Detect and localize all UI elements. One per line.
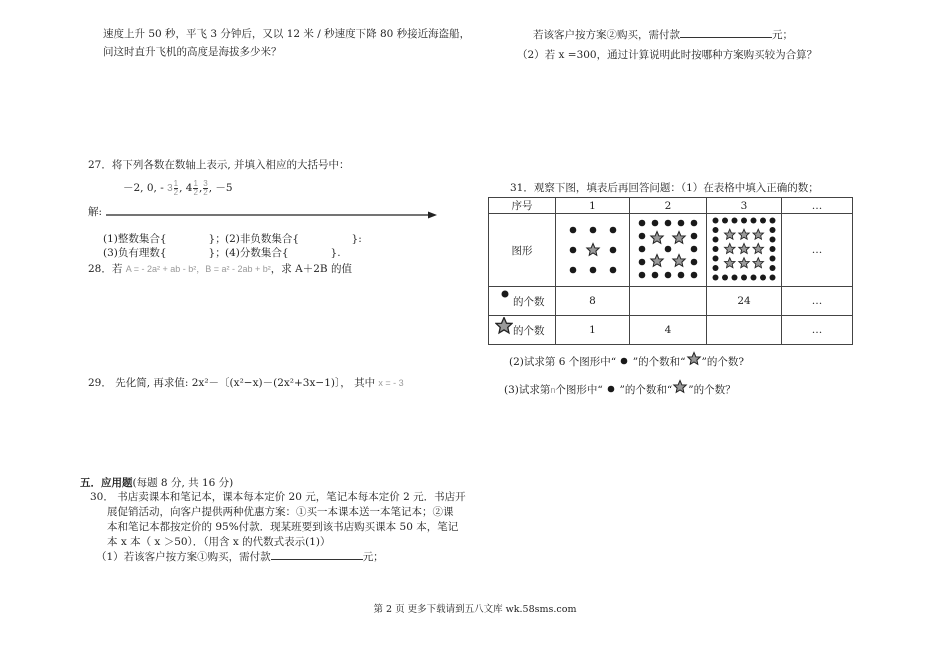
q31-figure-2 (630, 214, 707, 287)
q31-col-3: 3 (707, 198, 782, 214)
dot (751, 217, 757, 223)
figure-3 (711, 216, 777, 282)
q31-stars-ellipsis: … (782, 316, 853, 345)
q31-header-label: 序号 (489, 198, 556, 214)
dot (665, 271, 672, 278)
q31-part2-c: ”的个数? (701, 356, 745, 368)
q27-n2-frac (174, 180, 178, 197)
star-icon (651, 254, 663, 266)
q30-part1b-suffix: 元； (772, 29, 793, 41)
q31-part3-d: ”的个数？ (688, 384, 736, 396)
star-icon (673, 254, 685, 266)
dot (639, 232, 646, 239)
q31-header-row (489, 198, 853, 214)
star-icon (586, 243, 598, 255)
dot (569, 266, 576, 273)
q31-part2-a: (2)试求第 6 个图形中“ (509, 356, 617, 368)
dot (569, 246, 576, 253)
dot (665, 245, 672, 252)
q30-part1-suffix: 元； (362, 551, 384, 563)
dot (691, 271, 698, 278)
dot (760, 274, 766, 280)
dot (589, 266, 596, 273)
dot (770, 246, 776, 252)
q30-part2: （2）若 x =300，通过计算说明此时按哪种方案购买较为合算？ (517, 49, 818, 61)
q31-figure-1 (556, 214, 630, 287)
dot (609, 226, 616, 233)
q27-jie: 解: (88, 206, 103, 218)
dot (751, 274, 757, 280)
star-icon (753, 229, 764, 239)
q31-col-1: 1 (556, 198, 630, 214)
dot (732, 217, 738, 223)
star-icon (724, 243, 735, 253)
star-icon (686, 351, 702, 367)
dot (760, 217, 766, 223)
dot (770, 236, 776, 242)
q31-part3-b: 个图形中“ (555, 384, 603, 396)
dot (691, 258, 698, 265)
q31-stars-row (489, 316, 853, 345)
q27-set-nonneg: (2)非负数集合{ }: (225, 233, 362, 245)
q31-table (488, 197, 853, 345)
dot (741, 274, 747, 280)
dot (770, 274, 776, 280)
q31-stars-3[interactable] (707, 316, 782, 345)
star-icon (739, 243, 750, 253)
star-icon (672, 379, 688, 395)
dot (639, 258, 646, 265)
q31-part2-b: ”的个数和“ (632, 356, 686, 368)
q31-col-2: 2 (630, 198, 707, 214)
q27-n4-frac (203, 180, 207, 197)
dot (713, 255, 719, 261)
q27-sep2: , (198, 182, 203, 194)
dot (722, 274, 728, 280)
q27-n3-den: 2 (193, 187, 198, 197)
dot (678, 271, 685, 278)
q26-line2: 问这时直升飞机的高度是海拔多少米？ (103, 46, 282, 58)
dot (732, 274, 738, 280)
dot (713, 227, 719, 233)
q31-part3 (504, 379, 736, 399)
dot-icon (619, 356, 629, 366)
dot (770, 227, 776, 233)
dot (652, 219, 659, 226)
dot (609, 246, 616, 253)
q30-line4: 本 x 本（ x ＞50）．（用含 x 的代数式表示(1)） (107, 536, 331, 548)
section5-note: (每题 8 分, 共 16 分) (132, 477, 234, 489)
q28-prefix: 28．若 (88, 263, 123, 275)
star-icon (651, 231, 663, 243)
number-line (106, 210, 438, 220)
dot (665, 219, 672, 226)
q31-part3-c: ”的个数和“ (619, 384, 673, 396)
q31-dots-3: 24 (707, 287, 782, 316)
q31-col-ellipsis: … (782, 198, 853, 214)
section5-heading (80, 476, 233, 490)
dot (569, 226, 576, 233)
dot-icon (498, 287, 512, 301)
q28 (88, 262, 352, 276)
q30-part1-blank[interactable] (271, 549, 363, 560)
star-icon (724, 229, 735, 239)
star-icon (753, 243, 764, 253)
q30-part1-prefix: （1）若该客户按方案①购买，需付款 (96, 551, 271, 563)
q26-line1: 速度上升 50 秒，平飞 3 分钟后，又以 12 米 / 秒速度下降 80 秒接近海盗船， (103, 28, 471, 40)
dot (691, 232, 698, 239)
q31-stars-1: 1 (556, 316, 630, 345)
q27-stem: 27．将下列各数在数轴上表示, 并填入相应的大括号中： (88, 159, 350, 171)
q30-part1b (533, 27, 793, 42)
dot (770, 265, 776, 271)
dot (713, 265, 719, 271)
q27-n2-num: 1 (173, 178, 179, 188)
q31-part3-n: n (550, 385, 556, 395)
dot (722, 217, 728, 223)
q30-part1b-prefix: 若该客户按方案②购买，需付款 (533, 29, 680, 41)
dot (713, 217, 719, 223)
q27-n2-whole: 3 (167, 183, 173, 194)
q27-sep1: , 4 (179, 182, 193, 194)
dot (770, 255, 776, 261)
q27-n4-num: 3 (203, 178, 208, 188)
dot (639, 219, 646, 226)
q31-figure-row (489, 214, 853, 287)
q31-figure-3 (707, 214, 782, 287)
q31-dots-ellipsis: … (782, 287, 853, 316)
q31-dots-label: 的个数 (513, 295, 545, 308)
q30-line3: 本和笔记本都按定价的 95%付款．现某班要到该书店购买课本 50 本，笔记 (107, 521, 459, 533)
star-icon (739, 257, 750, 267)
page-footer: 第 2 页 更多下载请到五八文库 wk.58sms.com (373, 604, 577, 615)
dot (691, 219, 698, 226)
q31-figure-label: 图形 (489, 214, 556, 287)
q30-part1 (96, 549, 384, 564)
star-icon (724, 257, 735, 267)
q27-set-negrational: (3)负有理数{ }； (103, 247, 226, 259)
dot (589, 226, 596, 233)
dot (609, 266, 616, 273)
q29-text: 29． 先化简, 再求值: 2x²－〔(x²−x)－(2x²+3x−1)〕， 其中 (88, 377, 376, 389)
q31-part3-a: (3)试求第 (504, 384, 551, 396)
q31-stars-2: 4 (630, 316, 707, 345)
dot (713, 246, 719, 252)
number-line-arrow (428, 212, 437, 219)
dot-icon (606, 384, 616, 394)
q28-formula: A = - 2a² + ab - b²，B = a² - 2ab + b² (125, 264, 271, 274)
q27-set-fraction: (4)分数集合{ }. (225, 247, 341, 259)
q31-dots-label-cell (489, 287, 556, 316)
star-icon (739, 229, 750, 239)
dot (652, 271, 659, 278)
q30-line1: 30． 书店卖课本和笔记本，课本每本定价 20 元，笔记本每本定价 2 元．书店开 (90, 491, 466, 503)
q27-n3-num: 1 (193, 178, 198, 188)
dot (639, 245, 646, 252)
q31-stem: 31．观察下图，填表后再回答问题：（1）在表格中填入正确的数； (510, 182, 819, 194)
star-icon (753, 257, 764, 267)
q31-stars-label: 的个数 (513, 324, 545, 337)
dot (741, 217, 747, 223)
q31-figure-ellipsis: … (782, 214, 853, 287)
dot (770, 217, 776, 223)
q27-n5: , －5 (208, 182, 233, 194)
star-icon (673, 231, 685, 243)
dot (713, 236, 719, 242)
q31-part2 (509, 351, 744, 371)
dot (678, 219, 685, 226)
q30-part1b-blank[interactable] (680, 27, 772, 38)
q27-set-integer: (1)整数集合{ }； (103, 233, 226, 245)
q31-dots-row (489, 287, 853, 316)
q27-n3-frac (193, 180, 197, 197)
q28-suffix: ，求 A＋2B 的值 (270, 263, 352, 275)
q27-n1: －2, 0, - (123, 182, 164, 194)
star-icon (495, 317, 513, 335)
figure-1 (561, 217, 625, 281)
q31-dots-1: 8 (556, 287, 630, 316)
dot (639, 271, 646, 278)
dot (691, 245, 698, 252)
q29-cond: x = - 3 (378, 378, 404, 388)
q29 (88, 376, 404, 390)
q31-dots-2[interactable] (630, 287, 707, 316)
q31-stars-label-cell (489, 316, 556, 345)
section5-title: 五．应用题 (80, 477, 133, 489)
q30-line2: 展促销活动，向客户提供两种优惠方案：①买一本课本送一本笔记本；②课 (107, 506, 454, 518)
dot (713, 274, 719, 280)
figure-2 (635, 216, 701, 282)
q27-numbers (123, 176, 233, 201)
q27-n4-den: 2 (203, 187, 208, 197)
q27-n2-den: 2 (173, 187, 179, 197)
